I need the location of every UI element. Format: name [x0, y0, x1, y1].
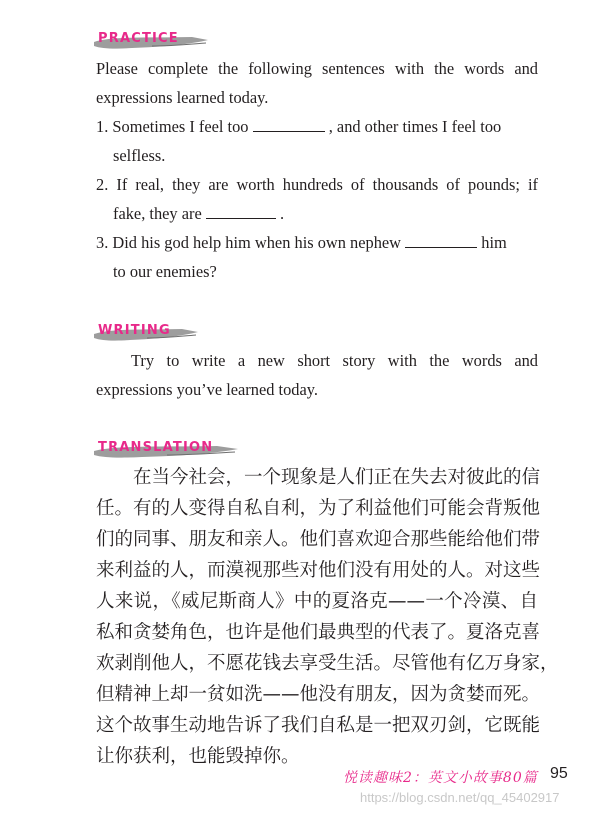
translation-header	[92, 439, 242, 461]
page-number: 95	[550, 765, 568, 782]
translation-line: 在当今社会，一个现象是人们正在失去对彼此的信	[133, 467, 541, 488]
q2-blank	[206, 204, 276, 219]
practice-intro-line2: expressions learned today.	[96, 88, 269, 107]
writing-header-label: WRITING	[98, 323, 171, 338]
footer-book-title: 悦读趣味2：英文小故事80篇	[343, 770, 538, 786]
q3-blank	[405, 233, 477, 248]
q2-text-start: fake, they are	[113, 204, 202, 223]
practice-question-1	[96, 112, 538, 141]
translation-header-label: TRANSLATION	[98, 440, 214, 455]
practice-header-label: PRACTICE	[98, 31, 179, 46]
writing-line1: Try to write a new short story with the words and	[131, 351, 538, 370]
q1-blank	[253, 117, 325, 132]
translation-line: 欢剥削他人，不愿花钱去享受生活。尽管他有亿万身家，	[96, 653, 559, 674]
writing-line2: expressions you’ve learned today.	[96, 380, 318, 399]
q3-text-end: him	[481, 233, 507, 252]
translation-line: 私和贪婪角色，也许是他们最典型的代表了。夏洛克喜	[96, 622, 541, 643]
writing-header	[92, 322, 202, 344]
practice-question-3-cont: to our enemies?	[113, 262, 217, 281]
practice-question-3	[96, 228, 538, 257]
translation-line: 让你获利，也能毁掉你。	[96, 746, 300, 767]
q2-text-end: .	[279, 204, 285, 223]
practice-intro-line1: Please complete the following sentences with the words and	[96, 59, 538, 78]
practice-question-2: 2. If real, they are worth hundreds of thousands of pounds; if	[96, 175, 538, 194]
watermark: https://blog.csdn.net/qq_45402917	[360, 790, 560, 805]
translation-line: 这个故事生动地告诉了我们自私是一把双刃剑，它既能	[96, 715, 541, 736]
translation-line: 来利益的人，而漠视那些对他们没有用处的人。对这些	[96, 560, 541, 581]
q3-text-start: 3. Did his god help him when his own nephew	[96, 233, 402, 252]
practice-header	[92, 30, 212, 52]
translation-line: 任。有的人变得自私自利，为了利益他们可能会背叛他	[96, 498, 541, 519]
translation-line: 但精神上却一贫如洗——他没有朋友，因为贪婪而死。	[96, 684, 541, 705]
translation-line: 人来说，《威尼斯商人》中的夏洛克——一个冷漠、自	[96, 591, 538, 612]
practice-question-1-cont: selfless.	[113, 146, 166, 165]
translation-line: 们的同事、朋友和亲人。他们喜欢迎合那些能给他们带	[96, 529, 541, 550]
q1-text-start: 1. Sometimes I feel too	[96, 117, 249, 136]
practice-question-2-cont	[113, 199, 538, 228]
q1-text-end: , and other times I feel too	[328, 117, 502, 136]
